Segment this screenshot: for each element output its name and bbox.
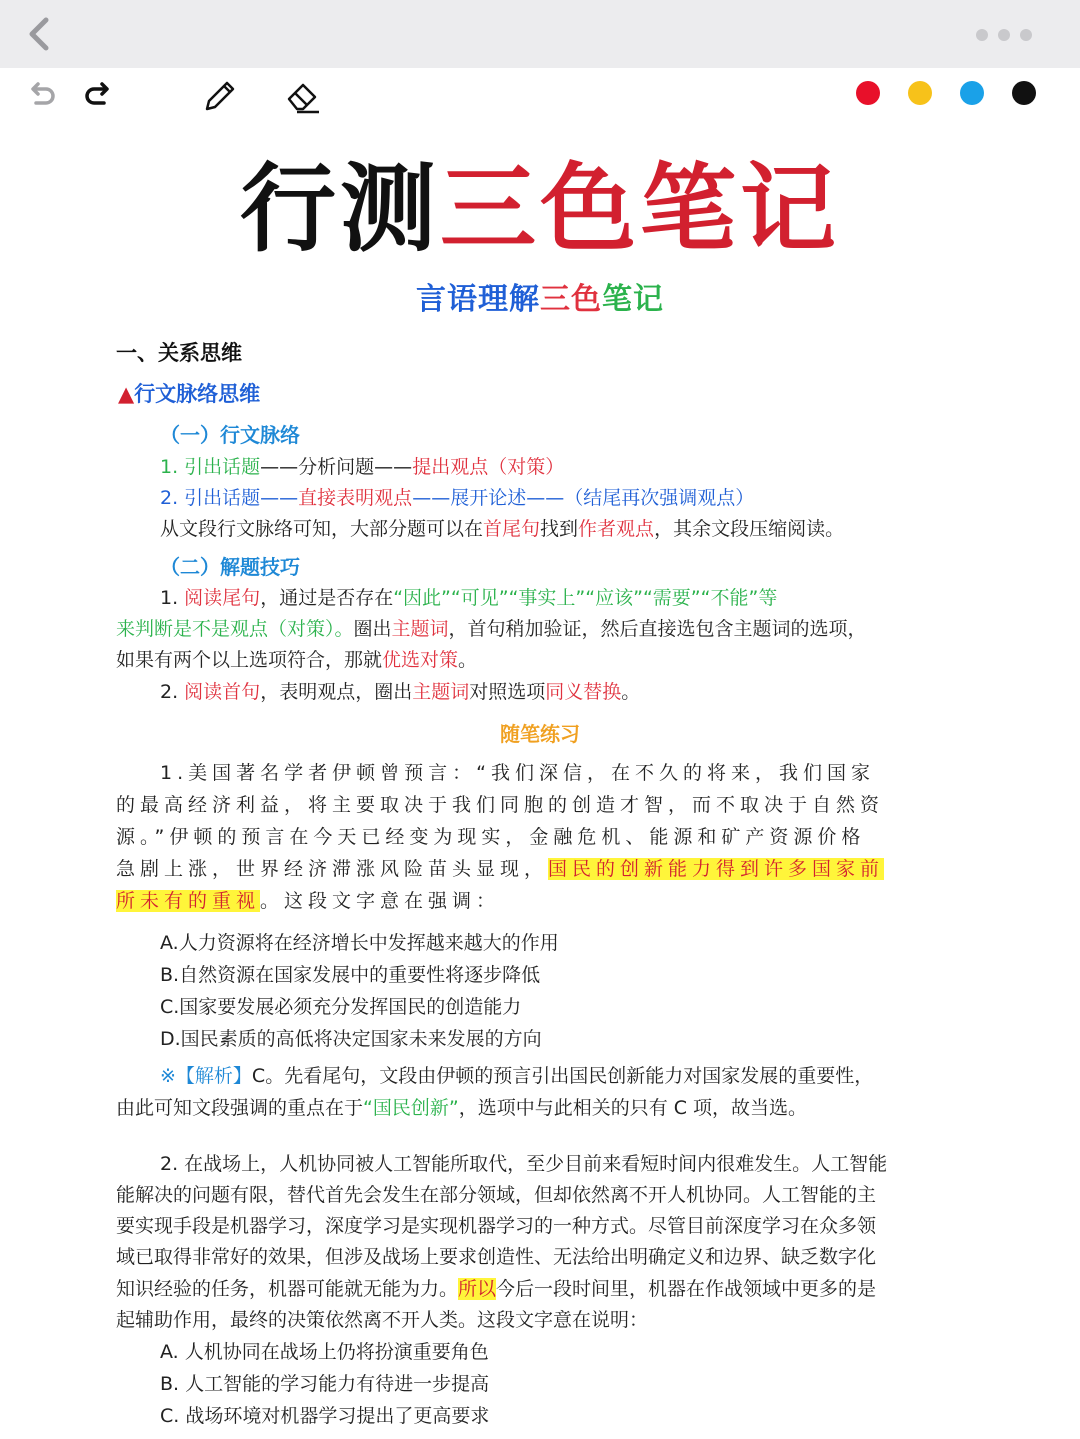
- pencil-icon: [199, 77, 239, 117]
- text-span: C。先看尾句，文段由伊顿的预言引出国民创新能力对国家发展的重要性，: [251, 1065, 874, 1087]
- question-1-line: 1.美国著名学者伊顿曾预言：“我们深信，在不久的将来，我们国家: [160, 762, 875, 784]
- text-span: 今后一段时间里，机器在作战领域中更多的是: [496, 1278, 877, 1300]
- chevron-left-icon: [20, 12, 60, 56]
- more-dots-icon: [998, 29, 1010, 41]
- highlighted-text: 国民的创新能力得到许多国家前: [548, 858, 885, 880]
- subtitle-part-green: 笔记: [602, 282, 664, 317]
- text-span: 找到: [540, 518, 579, 540]
- text-line: [160, 483, 754, 513]
- text-span: 来判断是不是观点（对策）。: [116, 618, 354, 640]
- question-1-line: [116, 854, 884, 884]
- more-dots-icon: [976, 29, 988, 41]
- color-swatch-yellow[interactable]: [908, 81, 932, 105]
- question-2-option: C. 战场环境对机器学习提出了更高要求: [160, 1405, 490, 1427]
- document-page: [0, 126, 1080, 1439]
- question-2-option: B. 人工智能的学习能力有待进一步提高: [160, 1373, 490, 1395]
- question-2-line: 要实现手段是机器学习，深度学习是实现机器学习的一种方式。尽管目前深度学习在众多领: [116, 1215, 877, 1237]
- text-span: 作者观点: [578, 518, 655, 540]
- color-swatch-black[interactable]: [1012, 81, 1036, 105]
- title-part-red: 三色笔记: [440, 152, 840, 265]
- text-span: 。: [621, 681, 641, 703]
- text-span: 1. 引出话题: [160, 456, 261, 478]
- analysis-label: ※【解析】: [160, 1065, 252, 1087]
- question-1-option: B.自然资源在国家发展中的重要性将逐步降低: [160, 964, 541, 986]
- question-1-option: D.国民素质的高低将决定国家未来发展的方向: [160, 1028, 542, 1050]
- text-span: 优选对策: [382, 649, 459, 671]
- text-span: ，选项中与此相关的只有 C 项，故当选。: [458, 1097, 808, 1119]
- text-line: [116, 645, 477, 675]
- triangle-heading-text: 行文脉络思维: [134, 382, 261, 406]
- text-span: ——展开论述——: [412, 487, 565, 509]
- question-2-line: 2. 在战场上，人机协同被人工智能所取代，至少目前来看短时间内很难发生。人工智能: [160, 1153, 888, 1175]
- text-span: 从文段行文脉络可知，大部分题可以在: [160, 518, 484, 540]
- undo-icon: [24, 80, 58, 114]
- text-span: ——分析问题——: [260, 456, 413, 478]
- subtitle-part-blue: 言语理解: [416, 282, 540, 317]
- practice-heading: 随笔练习: [500, 722, 580, 746]
- question-1-line: 的最高经济利益，将主要取决于我们同胞的创造才智，而不取决于自然资: [116, 794, 885, 816]
- question-2-line: 能解决的问题有限，替代首先会发生在部分领域，但却依然离不开人机协同。人工智能的主: [116, 1184, 877, 1206]
- analysis-line: [160, 1061, 873, 1091]
- text-span: 2.: [160, 681, 185, 703]
- text-span: 首尾句: [483, 518, 541, 540]
- eraser-tool-button[interactable]: [280, 74, 326, 120]
- text-span: 。这段文字意在强调：: [260, 890, 501, 912]
- text-span: 如果有两个以上选项符合，那就: [116, 649, 383, 671]
- text-line: [116, 614, 867, 644]
- text-span: 1.: [160, 587, 185, 609]
- text-line: [160, 452, 564, 482]
- question-1-line: 源。”伊顿的预言在今天已经变为现实，金融危机、能源和矿产资源价格: [116, 826, 866, 848]
- text-span: 提出观点（对策）: [412, 456, 565, 478]
- text-span: 知识经验的任务，机器可能就无能为力。: [116, 1278, 459, 1300]
- triangle-icon: ▲: [118, 382, 135, 406]
- pencil-tool-button[interactable]: [196, 74, 242, 120]
- text-span: ，通过是否存在: [260, 587, 394, 609]
- title-part-black: 行测: [240, 152, 440, 265]
- question-2-line: [116, 1274, 876, 1304]
- text-span: 2. 引出话题——: [160, 487, 299, 509]
- text-span: “国民创新”: [363, 1097, 459, 1119]
- document-title: [0, 154, 1080, 264]
- text-span: 同义替换: [545, 681, 622, 703]
- redo-icon: [82, 80, 116, 114]
- question-1-option: A.人力资源将在经济增长中发挥越来越大的作用: [160, 932, 559, 954]
- eraser-icon: [283, 77, 323, 117]
- color-swatch-blue[interactable]: [960, 81, 984, 105]
- more-options-button[interactable]: [976, 26, 1040, 44]
- analysis-line: [116, 1093, 807, 1123]
- text-line: [160, 514, 844, 544]
- text-span: 急剧上涨，世界经济滞涨风险苗头显现，: [116, 858, 549, 880]
- more-dots-icon: [1020, 29, 1032, 41]
- undo-button[interactable]: [18, 74, 64, 120]
- text-span: 圈出: [353, 618, 392, 640]
- text-span: 直接表明观点: [298, 487, 413, 509]
- text-span: ，首句稍加验证，然后直接选包含主题词的选项，: [448, 618, 867, 640]
- top-bar: [0, 0, 1080, 68]
- triangle-heading: [118, 379, 260, 409]
- text-line: [160, 677, 640, 707]
- text-span: 主题词: [391, 618, 449, 640]
- question-1-line: [116, 886, 500, 916]
- back-button[interactable]: [20, 12, 60, 56]
- text-span: “因此”“可见”“事实上”“应该”“需要”“不能”等: [393, 587, 778, 609]
- text-span: 阅读尾句: [184, 587, 261, 609]
- section-heading: 一、关系思维: [116, 341, 242, 365]
- question-2-line: 域已取得非常好的效果，但涉及战场上要求创造性、无法给出明确定义和边界、缺乏数字化: [116, 1246, 877, 1268]
- question-2-option: A. 人机协同在战场上仍将扮演重要角色: [160, 1341, 489, 1363]
- subsection-heading-2: （二）解题技巧: [160, 555, 300, 579]
- text-span: ，表明观点，圈出: [260, 681, 413, 703]
- text-span: ，其余文段压缩阅读。: [654, 518, 845, 540]
- color-swatch-red[interactable]: [856, 81, 880, 105]
- document-subtitle: [0, 276, 1080, 324]
- redo-button[interactable]: [76, 74, 122, 120]
- text-span: 对照选项: [469, 681, 546, 703]
- text-span: 。: [458, 649, 478, 671]
- highlighted-text: 所未有的重视: [116, 890, 261, 912]
- question-1-option: C.国家要发展必须充分发挥国民的创造能力: [160, 996, 522, 1018]
- text-span: （结尾再次强调观点）: [564, 487, 755, 509]
- highlighted-text: 所以: [458, 1278, 497, 1300]
- text-line: [160, 583, 777, 613]
- text-span: 主题词: [412, 681, 470, 703]
- text-span: 阅读首句: [184, 681, 261, 703]
- subtitle-part-red: 三色: [540, 282, 602, 317]
- subsection-heading-1: （一）行文脉络: [160, 423, 300, 447]
- question-2-line: 起辅助作用，最终的决策依然离不开人类。这段文字意在说明：: [116, 1309, 649, 1331]
- text-span: 由此可知文段强调的重点在于: [116, 1097, 364, 1119]
